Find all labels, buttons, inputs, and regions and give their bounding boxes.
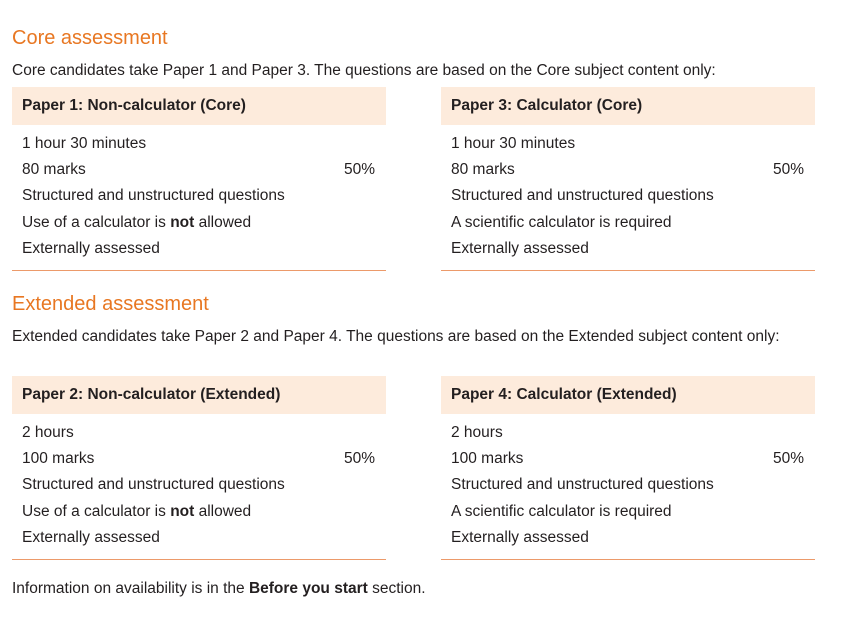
paper-2-title: Paper 2: Non-calculator (Extended) [12, 376, 386, 414]
core-assessment-heading: Core assessment [12, 27, 168, 49]
paper-3-title: Paper 3: Calculator (Core) [441, 87, 815, 125]
paper-2-marks: 100 marks [22, 450, 95, 468]
paper-1-assessment: Externally assessed [22, 239, 160, 257]
paper-1-marks-row [22, 157, 376, 183]
paper-1-calculator: Use of a calculator is not allowed [22, 213, 252, 231]
paper-3-duration: 1 hour 30 minutes [451, 135, 576, 152]
core-intro-text: Core candidates take Paper 1 and Paper 3. The questions are based on the Core subject content only: [12, 62, 716, 79]
paper-3-details [441, 125, 815, 270]
paper-4-title: Paper 4: Calculator (Extended) [441, 376, 815, 414]
paper-3-weighting: 50% [772, 161, 804, 179]
paper-1-duration: 1 hour 30 minutes [22, 135, 147, 152]
paper-4-duration: 2 hours [451, 424, 503, 441]
paper-4-marks-row [451, 446, 805, 472]
availability-note: Information on availability is in the Before you start section. [12, 580, 426, 597]
paper-2-weighting: 50% [343, 450, 375, 468]
paper-3-card [441, 87, 815, 271]
paper-1-details [12, 125, 386, 270]
paper-4-calculator: A scientific calculator is required [451, 502, 672, 520]
extended-assessment-heading: Extended assessment [12, 293, 209, 315]
paper-1-marks: 80 marks [22, 161, 86, 179]
paper-3-calculator: A scientific calculator is required [451, 213, 672, 231]
paper-2-card [12, 376, 386, 560]
paper-2-details [12, 414, 386, 559]
paper-2-marks-row [22, 446, 376, 472]
paper-4-assessment: Externally assessed [451, 528, 589, 546]
paper-2-question-type: Structured and unstructured questions [22, 476, 285, 494]
paper-4-card [441, 376, 815, 560]
paper-1-weighting: 50% [343, 161, 375, 179]
paper-1-question-type: Structured and unstructured questions [22, 187, 285, 205]
paper-4-marks: 100 marks [451, 450, 524, 468]
paper-3-marks-row [451, 157, 805, 183]
paper-4-details [441, 414, 815, 559]
extended-intro-text: Extended candidates take Paper 2 and Paper 4. The questions are based on the Extended subject content only: [12, 328, 780, 345]
paper-4-question-type: Structured and unstructured questions [451, 476, 714, 494]
paper-3-question-type: Structured and unstructured questions [451, 187, 714, 205]
paper-4-weighting: 50% [772, 450, 804, 468]
paper-3-marks: 80 marks [451, 161, 515, 179]
paper-1-card [12, 87, 386, 271]
paper-2-duration: 2 hours [22, 424, 74, 441]
paper-1-title: Paper 1: Non-calculator (Core) [12, 87, 386, 125]
paper-2-calculator: Use of a calculator is not allowed [22, 502, 252, 520]
before-you-start-reference: Before you start [248, 580, 368, 597]
paper-2-assessment: Externally assessed [22, 528, 160, 546]
paper-3-assessment: Externally assessed [451, 239, 589, 257]
